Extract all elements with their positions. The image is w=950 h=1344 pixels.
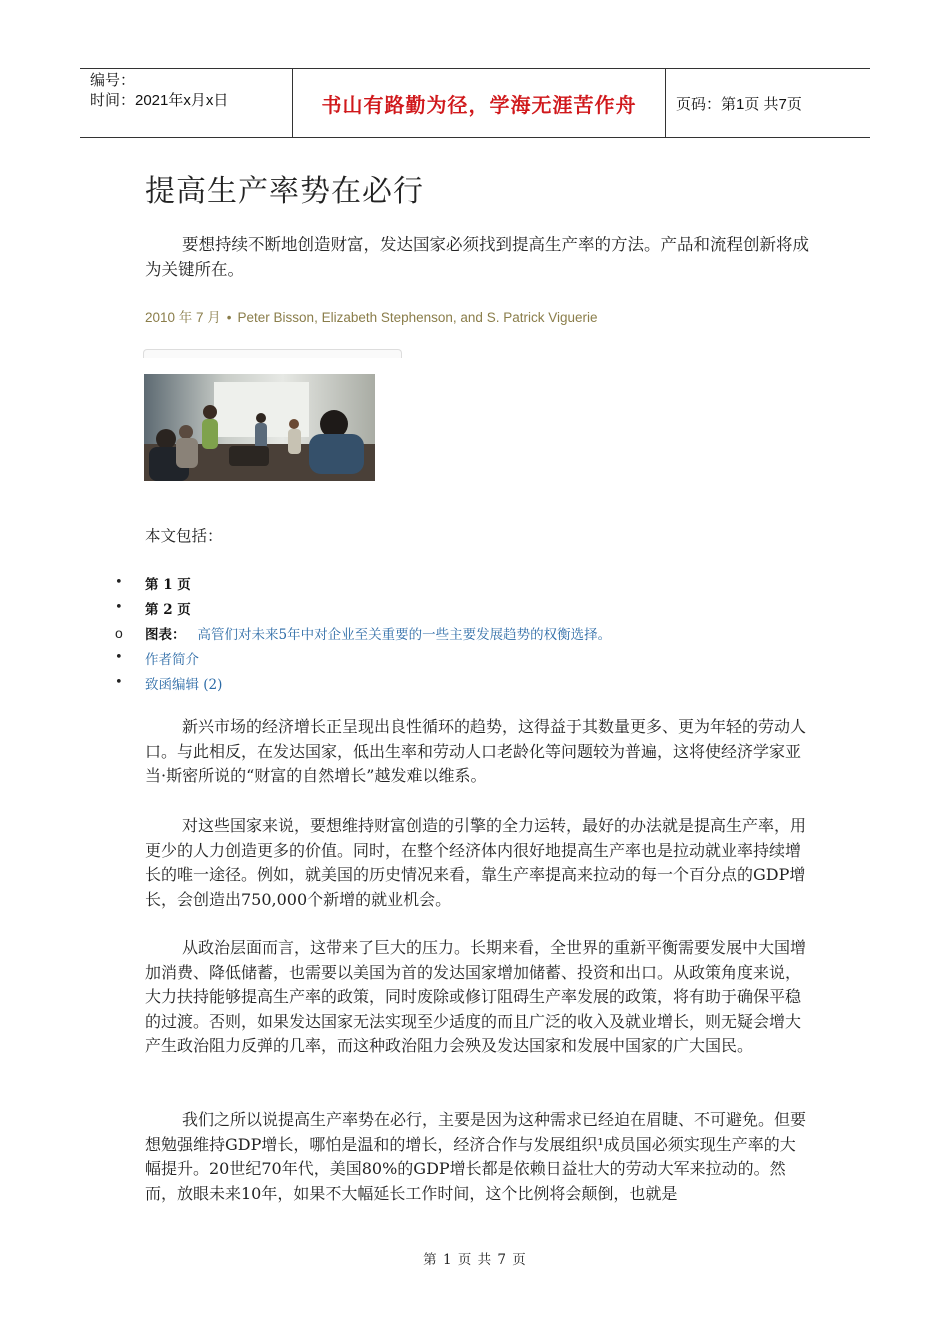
bullet-marker: •	[115, 575, 123, 590]
toc-item-chart[interactable]	[115, 620, 835, 645]
toc-item-page-1[interactable]	[115, 570, 835, 595]
toc-label: 第 2 页	[145, 601, 191, 618]
meeting-photo-illustration	[144, 374, 375, 481]
byline	[145, 306, 598, 326]
circle-marker: o	[115, 624, 123, 641]
bullet-marker: •	[115, 650, 123, 665]
article-photo	[144, 374, 375, 481]
toc-letters-link[interactable]: 致函编辑 (2)	[145, 676, 223, 693]
byline-separator: •	[226, 310, 232, 325]
bullet-marker: •	[115, 600, 123, 615]
toc-label: 第 1 页	[145, 576, 191, 593]
toc-item-letters[interactable]	[115, 670, 835, 695]
article-lead: 要想持续不断地创造财富，发达国家必须找到提高生产率的方法。产品和流程创新将成为关键所在。	[145, 235, 809, 279]
article-title: 提高生产率势在必行	[145, 174, 424, 209]
paragraph-1: 新兴市场的经济增长正呈现出良性循环的趋势，这得益于其数量更多、更为年轻的劳动人口。与此相反，在发达国家，低出生率和劳动人口老龄化等问题较为普遍，这将使经济学家亚当·斯密所说的“财富的自然增长”越发难以维系。	[145, 717, 807, 786]
header-meta	[80, 69, 292, 137]
page-footer: 第 1 页 共 7 页	[423, 1252, 527, 1268]
toc-item-author-bio[interactable]	[115, 645, 835, 670]
paragraph-2: 对这些国家来说，要想维持财富创造的引擎的全力运转，最好的办法就是提高生产率，用更少的人力创造更多的价值。同时，在整个经济体内很好地提高生产率也是拉动就业率持续增长的唯一途径。例如，就美国的历史情况来看，靠生产率提高来拉动的每一个百分点的GDP增长，会创造出750,000个新增的就业机会。	[145, 816, 807, 909]
toc-item-page-2[interactable]	[115, 595, 835, 620]
publish-date: 2010 年 7 月	[145, 310, 221, 325]
bullet-marker: •	[115, 675, 123, 690]
paragraph-3: 从政治层面而言，这带来了巨大的压力。长期来看，全世界的重新平衡需要发展中大国增加消费、降低储蓄，也需要以美国为首的发达国家增加储蓄、投资和出口。从政策角度来说，大力扶持能够提高生产率的政策，同时废除或修订阻碍生产率发展的政策，将有助于确保平稳的过渡。否则，如果发达国家无法实现至少适度的而且广泛的收入及就业增长，则无疑会增大产生政治阻力反弹的几率，而这种政治阻力会殃及发达国家和发展中国家的广大国民。	[145, 938, 807, 1056]
contains-label: 本文包括：	[145, 527, 223, 545]
header-table	[80, 68, 870, 138]
paragraph-4: 我们之所以说提高生产率势在必行，主要是因为这种需求已经迫在眉睫、不可避免。但要想勉强维持GDP增长，哪怕是温和的增长，经济合作与发展组织¹成员国必须实现生产率的大幅提升。20世纪70年代，美国80%的GDP增长都是依赖日益壮大的劳动大军来拉动的。然而，放眼未来10年，如果不大幅延长工作时间，这个比例将会颠倒，也就是	[145, 1110, 807, 1203]
number-label: 编号：	[90, 72, 136, 89]
toc-chart-link[interactable]: 高管们对未来5年中对企业至关重要的一些主要发展趋势的权衡选择。	[197, 626, 612, 643]
header-motto: 书山有路勤为径，学海无涯苦作舟	[292, 69, 666, 137]
image-frame	[143, 349, 402, 358]
table-of-contents	[115, 570, 835, 695]
header-page-label: 页码：第1页 共7页	[676, 95, 802, 113]
time-label: 时间：2021年x月x日	[90, 92, 229, 109]
toc-author-link[interactable]: 作者简介	[145, 651, 199, 668]
authors: Peter Bisson, Elizabeth Stephenson, and S. Patrick Viguerie	[237, 310, 598, 325]
toc-chart-label: 图表：	[145, 626, 186, 643]
